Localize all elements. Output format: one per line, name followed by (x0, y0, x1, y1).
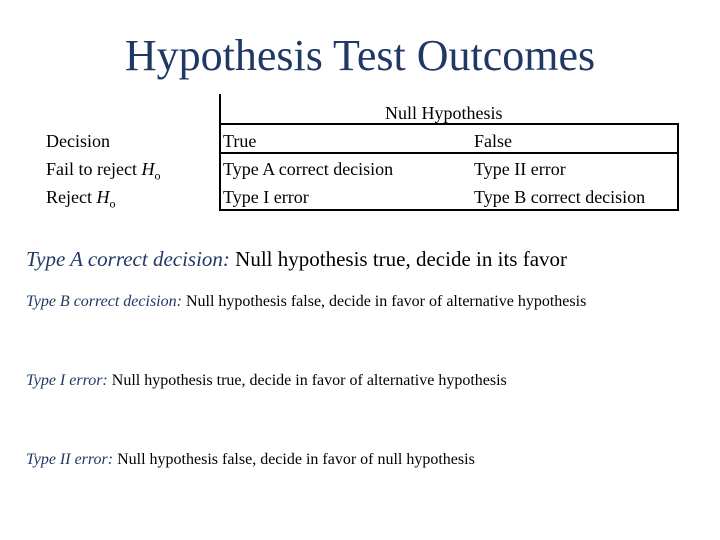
column-header-true: True (223, 131, 257, 151)
row-label-text: Fail to reject (46, 159, 142, 179)
row-label-text: Reject (46, 187, 97, 207)
cell-reject-true: Type I error (223, 187, 309, 207)
column-header-false: False (474, 131, 512, 151)
null-hypothesis-header: Null Hypothesis (385, 103, 503, 123)
h-subscript: o (109, 196, 116, 211)
definition-text: Null hypothesis true, decide in its favor (229, 247, 568, 271)
cell-fail-true: Type A correct decision (223, 159, 394, 179)
slide-title: Hypothesis Test Outcomes (124, 31, 596, 80)
definition-term: Type B correct decision: (26, 293, 182, 310)
definition-term: Type I error: (26, 372, 108, 389)
cell-reject-false: Type B correct decision (474, 187, 646, 207)
decision-header: Decision (46, 131, 110, 151)
table-divider-header (219, 123, 679, 125)
definition-type-b (26, 292, 586, 312)
table-divider-bottom (219, 209, 679, 211)
definition-term: Type A correct decision: (26, 247, 230, 271)
h-variable: H (96, 187, 110, 207)
definition-text: Null hypothesis true, decide in favor of alternative hypothesis (107, 372, 507, 389)
definition-text: Null hypothesis false, decide in favor of alternative hypothesis (181, 293, 587, 310)
h-variable: H (141, 159, 155, 179)
definition-term: Type II error: (26, 451, 114, 468)
cell-fail-false: Type II error (474, 159, 566, 179)
definition-type-i (26, 371, 507, 391)
row-label-reject (46, 187, 115, 214)
definition-type-ii (26, 450, 475, 470)
table-divider-right (677, 123, 679, 210)
definition-type-a (26, 246, 567, 272)
h-subscript: o (154, 168, 161, 183)
row-label-fail-to-reject (46, 159, 160, 186)
table-divider-subheader (219, 152, 679, 154)
definition-text: Null hypothesis false, decide in favor of null hypothesis (113, 451, 475, 468)
